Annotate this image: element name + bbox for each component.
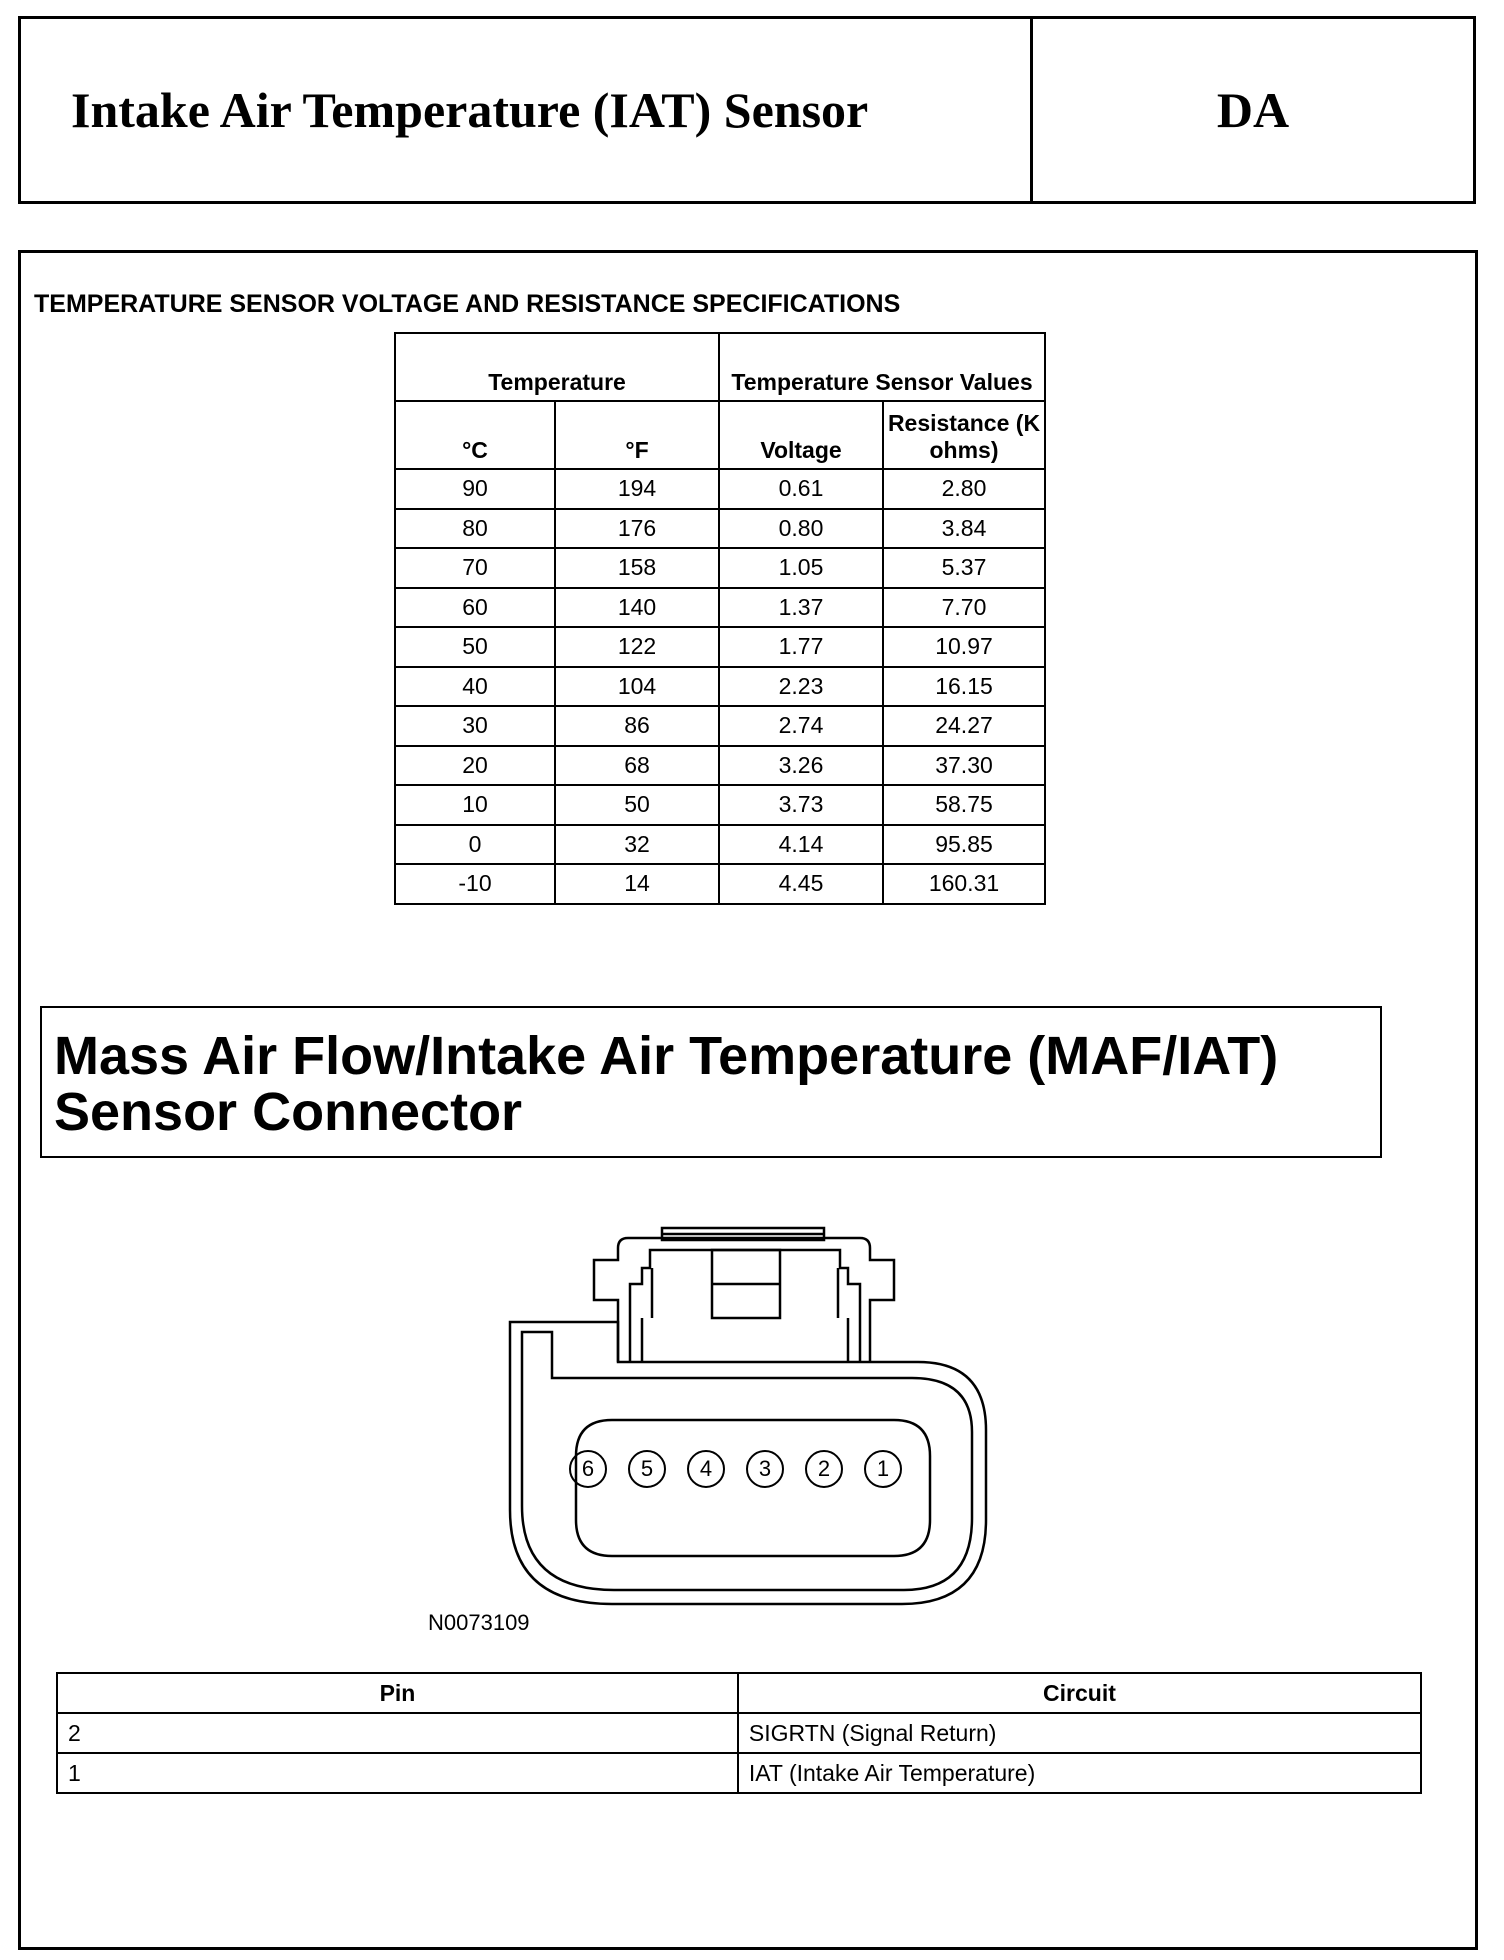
pin-circuit-table: [56, 1672, 1422, 1794]
cell-fahrenheit: 68: [555, 746, 719, 786]
cell-fahrenheit: 194: [555, 469, 719, 509]
header-fahrenheit: °F: [555, 401, 719, 469]
table-row: [395, 706, 1045, 746]
connector-title-line1: Mass Air Flow/Intake Air Temperature (MAF/IAT): [54, 1026, 1279, 1086]
cell-voltage: 2.74: [719, 706, 883, 746]
cell-celsius: 70: [395, 548, 555, 588]
cell-celsius: 60: [395, 588, 555, 628]
cell-celsius: 50: [395, 627, 555, 667]
cell-celsius: 30: [395, 706, 555, 746]
cell-voltage: 4.14: [719, 825, 883, 865]
cell-celsius: 20: [395, 746, 555, 786]
cell-resistance: 95.85: [883, 825, 1045, 865]
cell-fahrenheit: 158: [555, 548, 719, 588]
cell-voltage: 4.45: [719, 864, 883, 904]
cell-circuit: SIGRTN (Signal Return): [738, 1713, 1421, 1753]
cell-resistance: 3.84: [883, 509, 1045, 549]
cell-pin: 2: [57, 1713, 738, 1753]
cell-voltage: 1.05: [719, 548, 883, 588]
table-row: [395, 864, 1045, 904]
cell-circuit: IAT (Intake Air Temperature): [738, 1753, 1421, 1793]
header-box: [18, 16, 1476, 204]
cell-voltage: 0.80: [719, 509, 883, 549]
cell-celsius: 80: [395, 509, 555, 549]
table-row: [395, 667, 1045, 707]
cell-pin: 1: [57, 1753, 738, 1793]
cell-fahrenheit: 176: [555, 509, 719, 549]
pin-5: 5: [628, 1450, 666, 1488]
header-pin: Pin: [57, 1673, 738, 1713]
cell-voltage: 2.23: [719, 667, 883, 707]
pin-4: 4: [687, 1450, 725, 1488]
cell-fahrenheit: 122: [555, 627, 719, 667]
page-title: Intake Air Temperature (IAT) Sensor: [21, 19, 1033, 201]
cell-celsius: 10: [395, 785, 555, 825]
cell-resistance: 160.31: [883, 864, 1045, 904]
cell-fahrenheit: 140: [555, 588, 719, 628]
table-row: [395, 548, 1045, 588]
pin-6: 6: [569, 1450, 607, 1488]
header-sensor-values: Temperature Sensor Values: [719, 333, 1045, 401]
figure-id: N0073109: [428, 1610, 530, 1635]
table-row: [395, 746, 1045, 786]
cell-voltage: 1.77: [719, 627, 883, 667]
pin-1: 1: [864, 1450, 902, 1488]
cell-fahrenheit: 86: [555, 706, 719, 746]
table-row: [395, 627, 1045, 667]
connector-title-line2: Sensor Connector: [54, 1082, 523, 1142]
connector-diagram: [500, 1220, 1000, 1610]
cell-fahrenheit: 32: [555, 825, 719, 865]
cell-resistance: 2.80: [883, 469, 1045, 509]
spec-table-title: TEMPERATURE SENSOR VOLTAGE AND RESISTANCE SPECIFICATIONS: [34, 290, 901, 318]
section-code: DA: [1216, 82, 1290, 138]
header-circuit: Circuit: [738, 1673, 1421, 1713]
cell-fahrenheit: 104: [555, 667, 719, 707]
table-row: [395, 469, 1045, 509]
cell-resistance: 10.97: [883, 627, 1045, 667]
cell-voltage: 3.73: [719, 785, 883, 825]
cell-resistance: 37.30: [883, 746, 1045, 786]
cell-fahrenheit: 14: [555, 864, 719, 904]
cell-fahrenheit: 50: [555, 785, 719, 825]
table-row: [57, 1713, 1421, 1753]
cell-voltage: 0.61: [719, 469, 883, 509]
cell-resistance: 16.15: [883, 667, 1045, 707]
table-row: [395, 825, 1045, 865]
header-resistance: Resistance (K ohms): [883, 401, 1045, 469]
connector-section-title: [40, 1006, 1382, 1158]
table-row: [395, 785, 1045, 825]
header-temperature: Temperature: [395, 333, 719, 401]
cell-resistance: 24.27: [883, 706, 1045, 746]
cell-voltage: 1.37: [719, 588, 883, 628]
cell-voltage: 3.26: [719, 746, 883, 786]
pin-cavity: [576, 1420, 930, 1556]
pin-2: 2: [805, 1450, 843, 1488]
header-celsius: °C: [395, 401, 555, 469]
cell-resistance: 7.70: [883, 588, 1045, 628]
cell-celsius: 40: [395, 667, 555, 707]
pin-3: 3: [746, 1450, 784, 1488]
cell-celsius: 90: [395, 469, 555, 509]
spec-table: [394, 332, 1046, 905]
cell-resistance: 5.37: [883, 548, 1045, 588]
cell-celsius: 0: [395, 825, 555, 865]
table-row: [57, 1753, 1421, 1793]
table-row: [395, 588, 1045, 628]
cell-celsius: -10: [395, 864, 555, 904]
cell-resistance: 58.75: [883, 785, 1045, 825]
table-row: [395, 509, 1045, 549]
header-voltage: Voltage: [719, 401, 883, 469]
